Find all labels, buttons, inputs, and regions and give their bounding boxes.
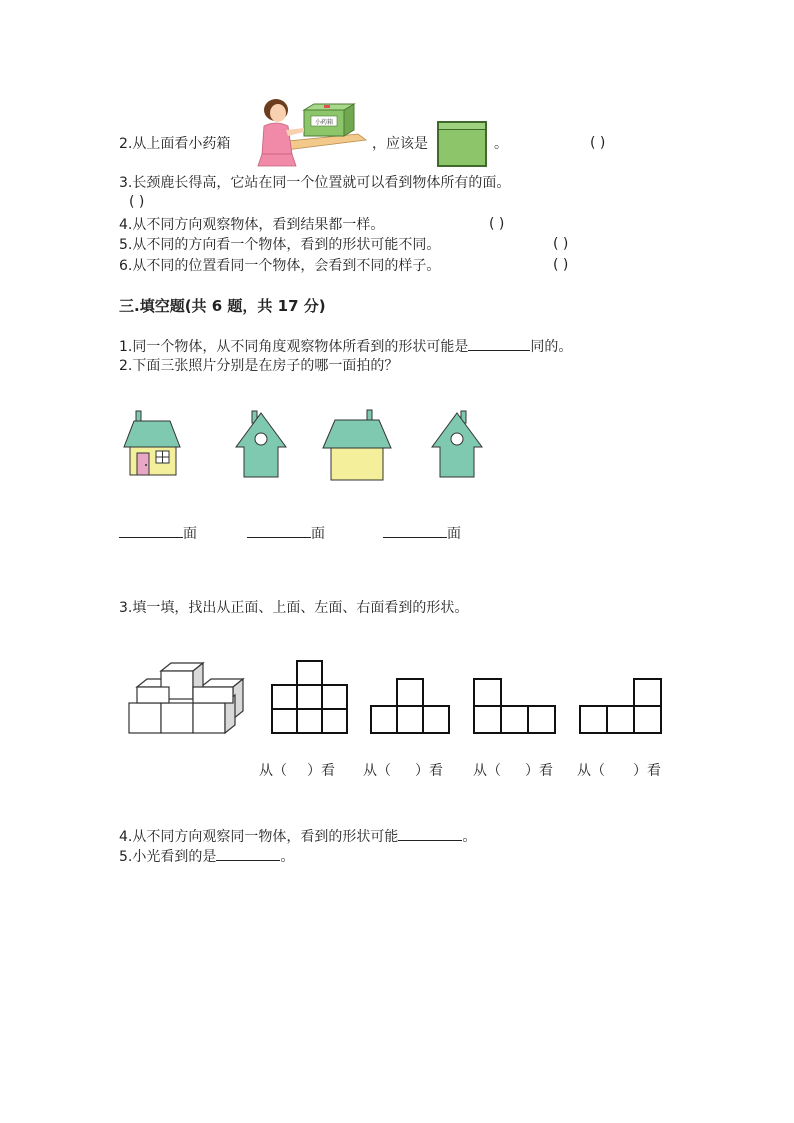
view-label-1[interactable] (259, 762, 335, 780)
view-label-2[interactable] (363, 762, 443, 780)
look-label-4: ）看 (633, 763, 661, 779)
cube-stack-3d (127, 659, 245, 735)
view-label-3[interactable] (473, 762, 553, 780)
fill-q1-suffix: 同的。 (530, 339, 573, 355)
judge-q3-text: 3.长颈鹿长得高，它站在同一个位置就可以看到物体所有的面。 (119, 175, 511, 191)
judge-q5-answer[interactable]: ( ) (553, 236, 569, 252)
face-label-2: 面 (311, 526, 325, 542)
face-answer-2 (247, 523, 325, 543)
fill-q5 (119, 846, 294, 866)
fill-q4 (119, 826, 476, 846)
section-title: 三.填空题(共 6 题，共 17 分) (119, 297, 326, 315)
fill-q5-prefix: 5.小光看到的是 (119, 849, 217, 865)
judge-q2-answer[interactable]: ( ) (590, 135, 606, 151)
from-label-1: 从（ (259, 763, 287, 779)
view-shape-c (472, 677, 558, 735)
judge-q2-prefix: 2.从上面看小药箱 (119, 136, 231, 152)
from-label-4: 从（ (577, 763, 605, 779)
face-label-1: 面 (183, 526, 197, 542)
fill-q4-prefix: 4.从不同方向观察同一物体，看到的形状可能 (119, 829, 399, 845)
face-blank-3[interactable] (383, 523, 447, 538)
fill-q3-text: 3.填一填，找出从正面、上面、左面、右面看到的形状。 (119, 600, 469, 616)
face-label-3: 面 (447, 526, 461, 542)
fill-q4-blank[interactable] (398, 826, 462, 841)
view-shape-b (369, 677, 451, 735)
house-side-view-2 (430, 409, 484, 479)
view-shape-d (578, 677, 664, 735)
fill-q1 (119, 336, 572, 356)
face-blank-1[interactable] (119, 523, 183, 538)
judge-q2-suffix: 。 (494, 136, 508, 152)
fill-q5-suffix: 。 (280, 849, 295, 865)
fill-q1-blank[interactable] (468, 336, 530, 351)
look-label-2: ）看 (415, 763, 443, 779)
face-blank-2[interactable] (247, 523, 311, 538)
fill-q1-prefix: 1.同一个物体，从不同角度观察物体所看到的形状可能是 (119, 339, 469, 355)
judge-q3-answer[interactable]: ( ) (129, 194, 145, 210)
fill-q2-text: 2.下面三张照片分别是在房子的哪一面拍的？ (119, 358, 399, 374)
judge-q2-mid: ，应该是 (372, 136, 428, 152)
house-front-view (122, 409, 182, 477)
medicine-box-label: 小药箱 (314, 119, 334, 126)
from-label-2: 从（ (363, 763, 391, 779)
judge-q6-text: 6.从不同的位置看同一个物体，会看到不同的样子。 (119, 258, 441, 274)
judge-q4-text: 4.从不同方向观察物体，看到结果都一样。 (119, 217, 385, 233)
view-label-4[interactable] (577, 762, 661, 780)
face-answer-3 (383, 523, 461, 543)
judge-q6-answer[interactable]: ( ) (553, 257, 569, 273)
fill-q4-suffix: 。 (462, 829, 477, 845)
house-back-view (321, 408, 393, 482)
face-answer-1 (119, 523, 197, 543)
judge-q5-text: 5.从不同的方向看一个物体，看到的形状可能不同。 (119, 237, 441, 253)
judge-q4-answer[interactable]: ( ) (489, 216, 505, 232)
girl-with-medicine-box-illustration (258, 98, 366, 168)
look-label-1: ）看 (307, 763, 335, 779)
fill-q5-blank[interactable] (216, 846, 280, 861)
house-side-view-1 (234, 409, 288, 479)
top-view-green-square (437, 121, 487, 167)
look-label-3: ）看 (525, 763, 553, 779)
view-shape-a (271, 659, 349, 735)
from-label-3: 从（ (473, 763, 501, 779)
